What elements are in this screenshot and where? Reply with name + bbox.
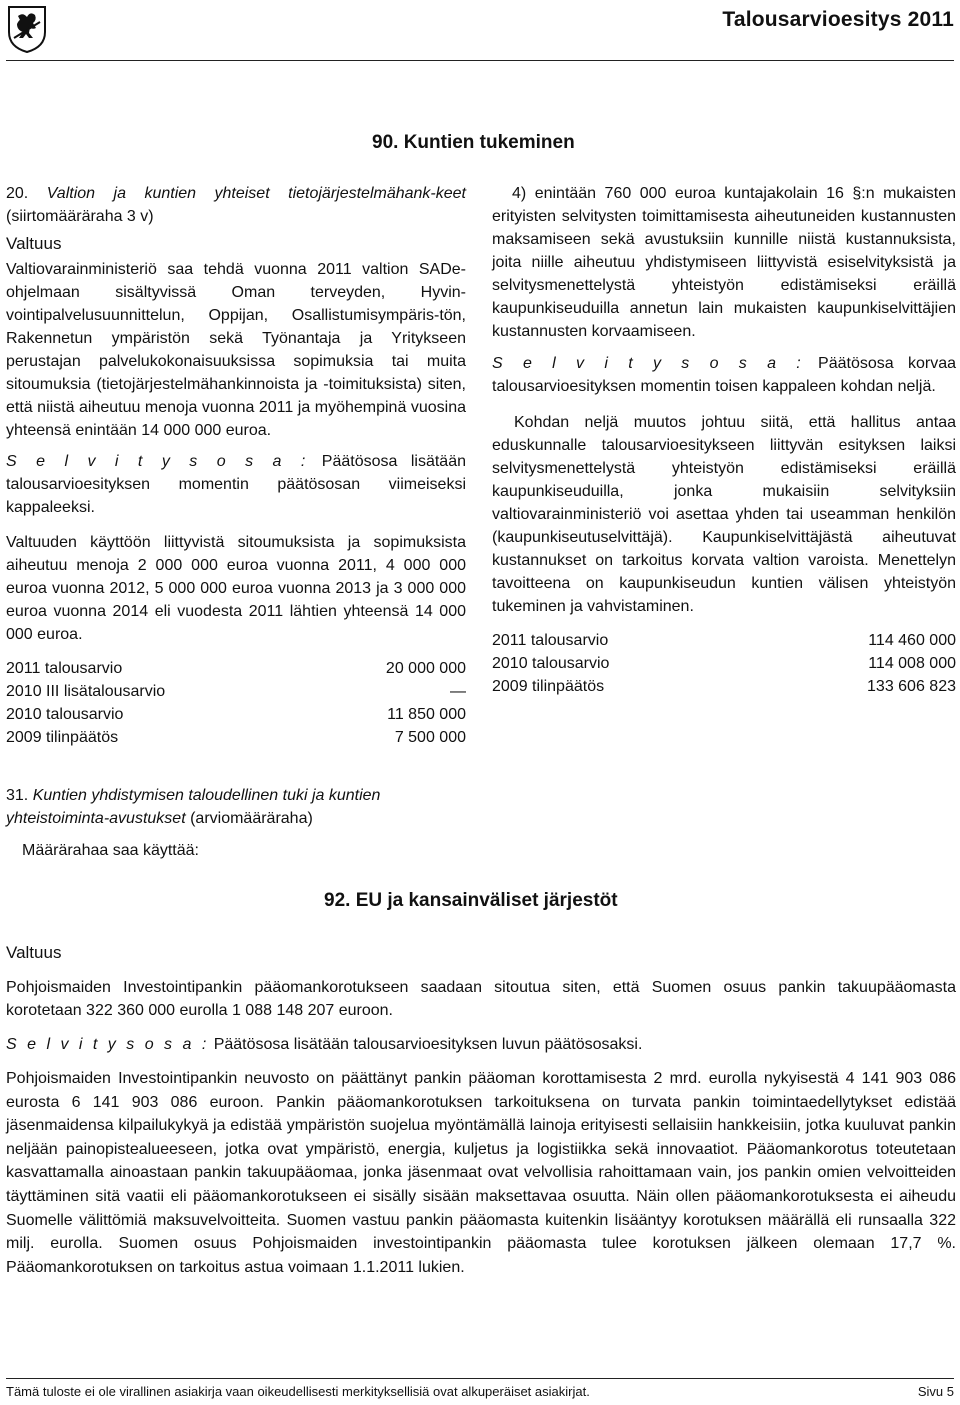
coat-of-arms-logo: [6, 4, 48, 54]
budget-value: 114 460 000: [868, 632, 956, 649]
budget-value: 133 606 823: [867, 678, 956, 695]
budget-row: [6, 726, 466, 749]
budget-label: 2011 talousarvio: [492, 632, 609, 649]
section-92-heading: 92. EU ja kansainväliset järjestöt: [324, 890, 618, 911]
budget-value: 7 500 000: [394, 729, 466, 746]
item-20-title: [6, 182, 466, 228]
section-92-body: [6, 941, 956, 1279]
item-20-valtuus-text: Valtiovarainministeriö saa tehdä vuonna 2011 valtion SADe-ohjelmaan sisältyvissä Oman terveyden, Hyvin-vointipalvelusuunnittelun, Oppijan, Osallistumisympäris-tön, Rakennetun ympäristön sekä Työnantaja ja Yritykseen perustajan palvelukokonaisuuksissa sopimuksia tai muita sitoumuksia (tietojärjestelmähankinnoista ja -toimituksista) siten, että niistä aiheutuu menoja vuonna 2011 ja myöhempinä vuosina yhteensä enintään 14 000 000 euroa.: [6, 261, 466, 439]
budget-label: 2010 III lisätalousarvio: [6, 683, 166, 700]
item-20-selvitysosa: [6, 450, 466, 519]
budget-row: [6, 680, 466, 703]
selvitysosa-text: Päätösosa korvaa talousarvioesityksen momentin toisen kappaleen kohdan neljä.: [492, 355, 956, 395]
budget-label: 2010 talousarvio: [492, 655, 610, 672]
selvitysosa-text: Päätösosa lisätään talousarvioesityksen momentin päätösosan viimeiseksi kappaleeksi.: [6, 453, 467, 516]
budget-label: 2009 tilinpäätös: [492, 678, 605, 695]
item-20: [6, 182, 466, 749]
selvitysosa-label: S e l v i t y s o s a :: [6, 453, 309, 470]
item-31-title-rest: (arviomääräraha): [185, 810, 313, 827]
right-para-1: 4) enintään 760 000 euroa kuntajakolain 16 §:n mukaisten erityisten selvitysten toimittamisesta aiheutuneiden kustannusten maksamiseen sekä avustuksiin kunnille niistä kustannuksista, joita niille aiheutuu yhdistymiseen liittyvistä esiselvityksistä ja selvitysmenettelystä yhteistyön edistämiseksi eräillä kaupunkiseuduilla annetun lain mukaisten kaupunkiselvittäjien kustannusten korvaamiseen.: [492, 185, 956, 340]
budget-label: 2010 talousarvio: [6, 706, 124, 723]
item-31-subtext: Määrärahaa saa käyttää:: [22, 842, 199, 859]
selvitysosa-text: Päätösosa lisätään talousarvioesityksen luvun päätösosaksi.: [209, 1036, 643, 1053]
item-20-budget-table: [6, 657, 466, 749]
budget-row: [6, 657, 466, 680]
item-20-paragraph: Valtuuden käyttöön liittyvistä sitoumuksista ja sopimuksista aiheutuu menoja 2 000 000 euroa vuonna 2011, 4 000 000 euroa vuonna 2012, 5 000 000 euroa vuonna 2013 ja 3 000 000 euroa vuonna 2014 eli vuodesta 2011 lähtien yhteensä 14 000 000 euroa.: [6, 534, 466, 643]
item-20-valtuus-label: Valtuus: [6, 234, 62, 253]
budget-row: [6, 703, 466, 726]
budget-row: [492, 675, 956, 698]
item-20-number: 20.: [6, 185, 47, 202]
budget-value: 114 008 000: [868, 655, 956, 672]
footer-divider: [6, 1378, 954, 1379]
header-title: Talousarvioesitys 2011: [722, 8, 954, 31]
budget-value: 20 000 000: [385, 660, 466, 677]
budget-value: 11 850 000: [387, 706, 466, 723]
budget-row: [492, 629, 956, 652]
selvitysosa-label: S e l v i t y s o s a :: [492, 355, 804, 372]
item-31-number: 31.: [6, 787, 33, 804]
budget-label: 2009 tilinpäätös: [6, 729, 119, 746]
selvitysosa-label: S e l v i t y s o s a :: [6, 1036, 210, 1053]
page-number: Sivu 5: [917, 1384, 954, 1399]
section-90-heading: 90. Kuntien tukeminen: [372, 132, 575, 153]
budget-row: [492, 652, 956, 675]
right-selvitysosa: [492, 352, 956, 398]
budget-value: —: [450, 683, 466, 700]
item-31-title: [6, 784, 466, 830]
item-31: [6, 784, 466, 862]
item-20-title-rest: (siirtomääräraha 3 v): [6, 208, 154, 225]
section-92-paragraph: Pohjoismaiden Investointipankin neuvosto on päättänyt pankin pääoman korottamisesta 2 mrd. eurolla nykyisestä 4 141 903 086 eurosta 6 141 903 086 euroon. Pankin pääomankorotuksen tarkoituksena on turvata pankin toimintaedellytykset edistää jäsenmaidensa kilpailukykyä ja edistää ympäristön suojelua myöntämällä lainoja erityisesti sellaisiin hankkeisiin, jotka kuuluvat pankin neljään painopistealueeseen, jotka ovat ympäristö, energia, kuljetus ja logistiikka sekä innovaatiot. Pääomankorotus toteutetaan kasvattamalla ainoastaan pankin takuupääomaa, jonka jäsenmaat ovat velvollisia rahoittamaan vain, jos pankin omien velvoitteiden täyttäminen sitä vaatii eli pääomankorotukseen ei sisälly sisään maksettavaa osuutta. Näin ollen pääomankorotuksesta ei aiheudu Suomelle välittömiä maksuvelvoitteita. Suomen vastuu pankin pääomasta kuitenkin lisääntyy korotuksen määrällä eli runsaalla 322 milj. eurolla. Suomen osuus Pohjoismaiden investointipankin pääomasta tulee korotuksen jälkeen olemaan 17,7 %. Pääomankorotuksen on tarkoitus astua voimaan 1.1.2011 lukien.: [6, 1070, 956, 1276]
section-92-valtuus-label: Valtuus: [6, 943, 62, 962]
budget-label: 2011 talousarvio: [6, 660, 123, 677]
section-92-valtuus-text: Pohjoismaiden Investointipankin pääomankorotukseen saadaan sitoutua siten, että Suomen osuus pankin takuupääomasta korotetaan 322 360 000 eurolla 1 088 148 207 euroon.: [6, 979, 956, 1019]
footer-disclaimer: Tämä tuloste ei ole virallinen asiakirja vaan oikeudellisesti merkityksellisiä ovat alkuperäiset asiakirjat.: [6, 1384, 590, 1399]
item-20-title-text: Valtion ja kuntien yhteiset tietojärjestelmähank-keet: [46, 185, 466, 202]
right-budget-table: [492, 629, 956, 698]
item-31-title-text: Kuntien yhdistymisen taloudellinen tuki ja kuntien yhteistoiminta-avustukset: [6, 787, 381, 827]
right-column: [492, 182, 956, 698]
right-para-2: Kohdan neljä muutos johtuu siitä, että hallitus antaa eduskunnalle talousarvioesitykseen liittyvän esityksen laiksi selvitysmenettelystä yhteistyön edistämiseksi eräillä kaupunkiseuduilla, jonka mukaisiin selvityksiin valtiovarainministeriö voi asettaa yhden tai useamman henkilön (kaupunkiseutuselvittäjä). Kaupunkiselvittäjästä aiheutuvat kustannukset on tarkoitus korvata valtion varoista. Menettelyn tavoitteena on kaupunkiseudun kuntien välisen yhteistyön tukeminen ja vahvistaminen.: [492, 414, 956, 615]
header-divider: [6, 60, 954, 61]
section-92-selvitysosa: [6, 1033, 956, 1056]
